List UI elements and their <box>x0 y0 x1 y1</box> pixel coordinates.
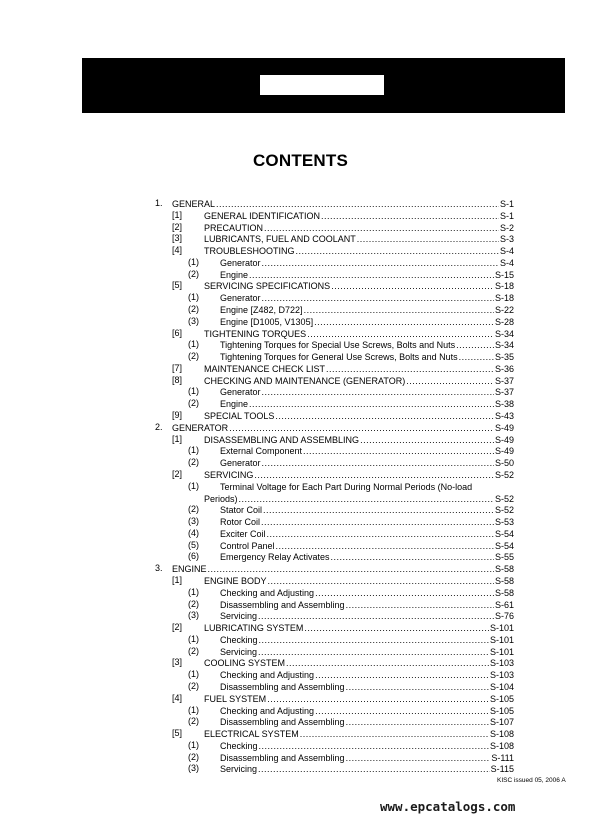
toc-leader-dots <box>321 211 499 222</box>
toc-entry-page: S-101 <box>489 623 514 634</box>
toc-entry <box>155 198 514 210</box>
toc-entry-page: S-37 <box>494 387 514 398</box>
toc-entry-page: S-1 <box>499 199 514 209</box>
toc-entry <box>188 457 514 469</box>
toc-entry-page: S-4 <box>499 246 514 257</box>
toc-leader-dots <box>331 552 494 563</box>
toc-leader-dots <box>262 293 494 304</box>
toc-entry <box>172 657 514 669</box>
toc-entry <box>172 362 514 375</box>
toc-entry-label: ENGINE BODY <box>204 575 267 586</box>
toc-leader-dots <box>262 387 494 398</box>
toc-entry-page: S-58 <box>494 575 514 586</box>
toc-entry-page: S-105 <box>489 693 514 704</box>
toc-entry-label: Servicing <box>220 764 258 775</box>
toc-entry-page: S-49 <box>494 422 514 433</box>
toc-leader-dots <box>208 564 494 575</box>
toc-entry <box>188 680 514 693</box>
toc-leader-dots <box>249 399 494 410</box>
toc-entry-page: S-52 <box>494 469 514 480</box>
toc-leader-dots <box>296 246 499 257</box>
toc-entry-page: S-52 <box>494 505 514 516</box>
toc-entry-number: (2) <box>188 398 199 409</box>
toc-entry-number: (2) <box>188 645 199 656</box>
toc-entry-number: (1) <box>188 739 199 750</box>
toc-entry <box>188 398 514 410</box>
toc-entry-page: S-18 <box>494 281 514 292</box>
toc-leader-dots <box>315 588 494 599</box>
toc-entry <box>188 386 514 398</box>
toc-entry <box>172 433 514 446</box>
toc-entry-label: Checking <box>220 634 258 645</box>
toc-entry-label: Servicing <box>220 646 258 657</box>
toc-entry-page: S-104 <box>489 681 514 692</box>
toc-entry-page: S-4 <box>499 257 514 268</box>
toc-entry-label: Control Panel <box>220 540 275 551</box>
toc-leader-dots <box>459 352 494 363</box>
toc-entry-number: [2] <box>172 468 183 479</box>
toc-entry-page: S-34 <box>494 328 514 339</box>
toc-entry-page: S-38 <box>494 399 514 410</box>
toc-leader-dots <box>259 741 489 752</box>
toc-entry-label: Engine [Z482, D722] <box>220 305 303 316</box>
toc-entry <box>188 645 514 658</box>
toc-entry-label: DISASSEMBLING AND ASSEMBLING <box>204 434 360 445</box>
toc-leader-dots <box>261 517 494 528</box>
toc-entry-number: [2] <box>172 221 183 232</box>
toc-entry-number: (2) <box>188 304 199 315</box>
toc-entry-page: S-55 <box>494 552 514 563</box>
issue-note: KISC issued 05, 2006 A <box>497 777 566 784</box>
toc-leader-dots <box>275 411 494 422</box>
website-watermark: www.epcatalogs.com <box>380 799 516 814</box>
toc-leader-dots <box>357 234 499 245</box>
toc-entry-number: (2) <box>188 457 199 468</box>
toc-entry-number: [1] <box>172 433 183 444</box>
toc-entry-number: (1) <box>188 633 199 644</box>
toc-entry-page: S-52 <box>494 493 514 504</box>
toc-entry-label: Checking and Adjusting <box>220 705 315 716</box>
toc-entry-number: [2] <box>172 622 183 633</box>
toc-entry-number: (6) <box>188 551 199 562</box>
toc-entry <box>155 421 514 434</box>
toc-entry <box>172 280 514 292</box>
toc-entry <box>188 586 514 599</box>
toc-entry-number: (1) <box>188 669 199 680</box>
toc-leader-dots <box>304 305 494 316</box>
toc-leader-dots <box>331 281 494 292</box>
toc-entry-page: S-101 <box>489 646 514 657</box>
toc-entry-page: S-18 <box>494 293 514 304</box>
toc-entry-number: (3) <box>188 763 199 774</box>
toc-entry-label: Generator <box>220 293 261 304</box>
toc-leader-dots <box>346 600 494 611</box>
toc-entry-page: S-61 <box>494 599 514 610</box>
toc-entry-number: (1) <box>188 704 199 715</box>
toc-entry-page: S-58 <box>494 587 514 598</box>
toc-entry <box>172 574 514 587</box>
toc-entry-label: Generator <box>220 387 261 398</box>
toc-entry-page: S-54 <box>494 540 514 551</box>
toc-entry <box>204 493 514 505</box>
toc-entry <box>188 292 514 304</box>
toc-entry-page: S-108 <box>489 740 514 751</box>
toc-leader-dots <box>267 529 494 540</box>
toc-entry-label: Checking and Adjusting <box>220 670 315 681</box>
toc-entry <box>172 410 514 422</box>
toc-entry <box>188 751 514 764</box>
toc-leader-dots <box>304 623 489 634</box>
toc-entry <box>188 516 514 528</box>
toc-entry-label: SERVICING SPECIFICATIONS <box>204 281 331 292</box>
toc-entry-label: GENERAL IDENTIFICATION <box>204 210 321 221</box>
toc-entry-page: S-103 <box>489 658 514 669</box>
toc-entry <box>172 374 514 387</box>
toc-leader-dots <box>307 329 494 340</box>
toc-entry <box>155 563 514 575</box>
toc-leader-dots <box>346 717 489 728</box>
toc-entry-number: [6] <box>172 327 183 338</box>
toc-entry-number: (1) <box>188 445 199 456</box>
toc-entry-label: Stator Coil <box>220 505 263 516</box>
toc-entry-number: (3) <box>188 516 199 527</box>
toc-leader-dots <box>262 458 494 469</box>
toc-entry-label: Checking and Adjusting <box>220 587 315 598</box>
toc-entry <box>188 304 514 316</box>
toc-entry-label: MAINTENANCE CHECK LIST <box>204 363 326 374</box>
toc-entry-label: LUBRICATING SYSTEM <box>204 623 304 634</box>
toc-entry <box>188 539 514 552</box>
toc-entry-label: Tightening Torques for Special Use Screws, Bolts and Nuts <box>220 340 456 351</box>
toc-entry-label: Tightening Torques for General Use Screws, Bolts and Nuts <box>220 352 458 363</box>
toc-entry-page: S-101 <box>489 634 514 645</box>
toc-leader-dots <box>303 446 494 457</box>
toc-leader-dots <box>258 647 489 658</box>
toc-entry-page: S-103 <box>489 670 514 681</box>
toc-entry-label: ELECTRICAL SYSTEM <box>204 729 299 740</box>
toc-leader-dots <box>314 317 494 328</box>
toc-entry-page: S-50 <box>494 458 514 469</box>
toc-entry <box>188 256 514 269</box>
toc-entry-number: [4] <box>172 692 183 703</box>
toc-entry-page: S-107 <box>489 717 514 728</box>
toc-entry <box>188 704 514 717</box>
toc-entry-label: SERVICING <box>204 469 254 480</box>
toc-entry-number: 3. <box>155 563 163 574</box>
toc-entry <box>188 633 514 646</box>
toc-entry-number: 2. <box>155 421 163 432</box>
toc-leader-dots <box>300 729 489 740</box>
toc-entry-page: S-28 <box>494 316 514 327</box>
toc-entry-page: S-58 <box>494 564 514 575</box>
page-title: CONTENTS <box>252 151 349 170</box>
toc-entry <box>172 728 514 740</box>
toc-entry-number: [5] <box>172 728 183 739</box>
toc-entry-number: (1) <box>188 256 199 267</box>
toc-entry-page: S-53 <box>494 517 514 528</box>
toc-entry-number: [5] <box>172 280 183 291</box>
toc-entry-number: (2) <box>188 716 199 727</box>
toc-entry-label: GENERAL <box>172 199 216 209</box>
toc-leader-dots <box>315 670 489 681</box>
toc-entry-page: S-36 <box>494 363 514 374</box>
toc-entry <box>172 327 514 340</box>
toc-leader-dots <box>276 541 494 552</box>
toc-entry-page: S-15 <box>494 269 514 280</box>
toc-entry <box>188 716 514 728</box>
toc-entry-page: S-34 <box>494 340 514 351</box>
toc-entry-label: LUBRICANTS, FUEL AND COOLANT <box>204 234 356 245</box>
toc-entry-number: [8] <box>172 374 183 385</box>
toc-entry-number: (1) <box>188 386 199 397</box>
toc-entry-number: (4) <box>188 527 199 538</box>
toc-entry <box>172 245 514 257</box>
toc-entry-page: S-108 <box>489 729 514 740</box>
toc-entry <box>188 763 514 775</box>
toc-entry-label: TROUBLESHOOTING <box>204 246 295 257</box>
toc-entry-page: S-76 <box>494 611 514 622</box>
toc-leader-dots <box>264 223 499 234</box>
toc-entry <box>188 315 514 328</box>
toc-entry <box>172 468 514 481</box>
toc-entry-page: S-115 <box>490 764 514 775</box>
toc-leader-dots <box>263 505 494 516</box>
toc-entry-number: (1) <box>188 339 199 350</box>
toc-entry-number: (2) <box>188 351 199 362</box>
toc-entry <box>172 692 514 705</box>
toc-entry-number: (2) <box>188 504 199 515</box>
toc-entry-label: PRECAUTION <box>204 222 264 233</box>
toc-entry-page: S-49 <box>494 446 514 457</box>
toc-entry <box>188 669 514 681</box>
toc-leader-dots <box>258 764 490 775</box>
toc-leader-dots <box>315 706 489 717</box>
toc-entry-number: 1. <box>155 198 163 208</box>
toc-entry <box>188 445 514 457</box>
toc-entry-label: Generator <box>220 458 261 469</box>
toc-entry <box>188 268 514 281</box>
toc-entry-label: Rotor Coil <box>220 517 261 528</box>
toc-leader-dots <box>286 658 489 669</box>
toc-entry-label: TIGHTENING TORQUES <box>204 328 307 339</box>
toc-entry-number: [9] <box>172 410 183 421</box>
toc-entry <box>188 551 514 563</box>
toc-entry <box>172 209 514 222</box>
toc-entry-page: S-22 <box>494 305 514 316</box>
toc-entry-number: (5) <box>188 539 199 550</box>
toc-entry-label: COOLING SYSTEM <box>204 658 286 669</box>
toc-entry-number: [4] <box>172 245 183 256</box>
toc-entry <box>188 610 514 622</box>
toc-leader-dots <box>258 611 494 622</box>
toc-leader-dots <box>216 199 499 210</box>
toc-entry-label: Disassembling and Assembling <box>220 599 345 610</box>
toc-entry-number: (3) <box>188 315 199 326</box>
toc-entry-label: FUEL SYSTEM <box>204 693 267 704</box>
toc-entry-number: (1) <box>188 586 199 597</box>
toc-entry-label: Servicing <box>220 611 258 622</box>
toc-entry-page: S-54 <box>494 528 514 539</box>
toc-entry-label: Periods) <box>204 493 238 504</box>
toc-entry <box>172 622 514 634</box>
toc-entry-label: Generator <box>220 257 261 268</box>
toc-entry-number: (3) <box>188 610 199 621</box>
toc-entry-page: S-2 <box>499 222 514 233</box>
toc-leader-dots <box>346 753 491 764</box>
toc-leader-dots <box>239 494 494 505</box>
toc-leader-dots <box>346 682 489 693</box>
toc-entry-label: Disassembling and Assembling <box>220 717 345 728</box>
toc-entry-label: Engine <box>220 399 249 410</box>
toc-entry <box>188 598 514 611</box>
toc-entry-page: S-1 <box>499 210 514 221</box>
toc-entry-page: S-105 <box>489 705 514 716</box>
toc-entry <box>172 221 514 234</box>
toc-entry-page: S-3 <box>499 234 514 245</box>
toc-entry-number: (2) <box>188 680 199 691</box>
toc-entry-label: SPECIAL TOOLS <box>204 411 275 422</box>
toc-leader-dots <box>229 423 494 434</box>
toc-entry-number: (2) <box>188 268 199 279</box>
toc-entry <box>188 739 514 752</box>
toc-entry-page: S-111 <box>491 752 514 763</box>
toc-entry-number: [7] <box>172 362 183 373</box>
toc-leader-dots <box>360 435 494 446</box>
toc-entry-label: CHECKING AND MAINTENANCE (GENERATOR) <box>204 375 406 386</box>
toc-entry-label: External Component <box>220 446 303 457</box>
toc-entry <box>188 339 514 351</box>
toc-leader-dots <box>456 340 494 351</box>
toc-entry-number: (1) <box>188 480 199 491</box>
toc-leader-dots <box>406 376 494 387</box>
toc-entry <box>188 527 514 540</box>
toc-entry-label: Terminal Voltage for Each Part During Normal Periods (No-load <box>220 481 473 492</box>
toc-entry-label: Disassembling and Assembling <box>220 681 345 692</box>
toc-entry-number: [3] <box>172 657 183 668</box>
toc-entry-page: S-35 <box>494 352 514 363</box>
toc-entry <box>188 504 514 516</box>
toc-leader-dots <box>262 258 499 269</box>
toc-entry <box>188 351 514 363</box>
toc-leader-dots <box>259 635 489 646</box>
toc-leader-dots <box>268 576 494 587</box>
toc-entry-label: GENERATOR <box>172 422 229 433</box>
toc-leader-dots <box>249 270 494 281</box>
toc-entry-label: Disassembling and Assembling <box>220 752 345 763</box>
toc-entry-number: (2) <box>188 751 199 762</box>
toc-entry-label: Engine <box>220 269 249 280</box>
toc-entry-label: ENGINE <box>172 564 207 575</box>
toc-entry-number: (2) <box>188 598 199 609</box>
toc-entry-number: [3] <box>172 233 183 244</box>
toc-entry-label: Emergency Relay Activates <box>220 552 330 563</box>
toc-entry <box>172 233 514 245</box>
toc-leader-dots <box>254 470 494 481</box>
toc-entry-label: Engine [D1005, V1305] <box>220 316 314 327</box>
toc-entry-number: (1) <box>188 292 199 303</box>
toc-entry <box>188 480 514 493</box>
toc-entry-label: Exciter Coil <box>220 528 266 539</box>
toc-leader-dots <box>267 694 489 705</box>
toc-entry-number: [1] <box>172 574 183 585</box>
toc-leader-dots <box>326 364 494 375</box>
toc-entry-label: Checking <box>220 740 258 751</box>
toc-entry-page: S-43 <box>494 411 514 422</box>
toc-entry-page: S-37 <box>494 375 514 386</box>
toc-entry-page: S-49 <box>494 434 514 445</box>
toc-entry-number: [1] <box>172 209 183 220</box>
